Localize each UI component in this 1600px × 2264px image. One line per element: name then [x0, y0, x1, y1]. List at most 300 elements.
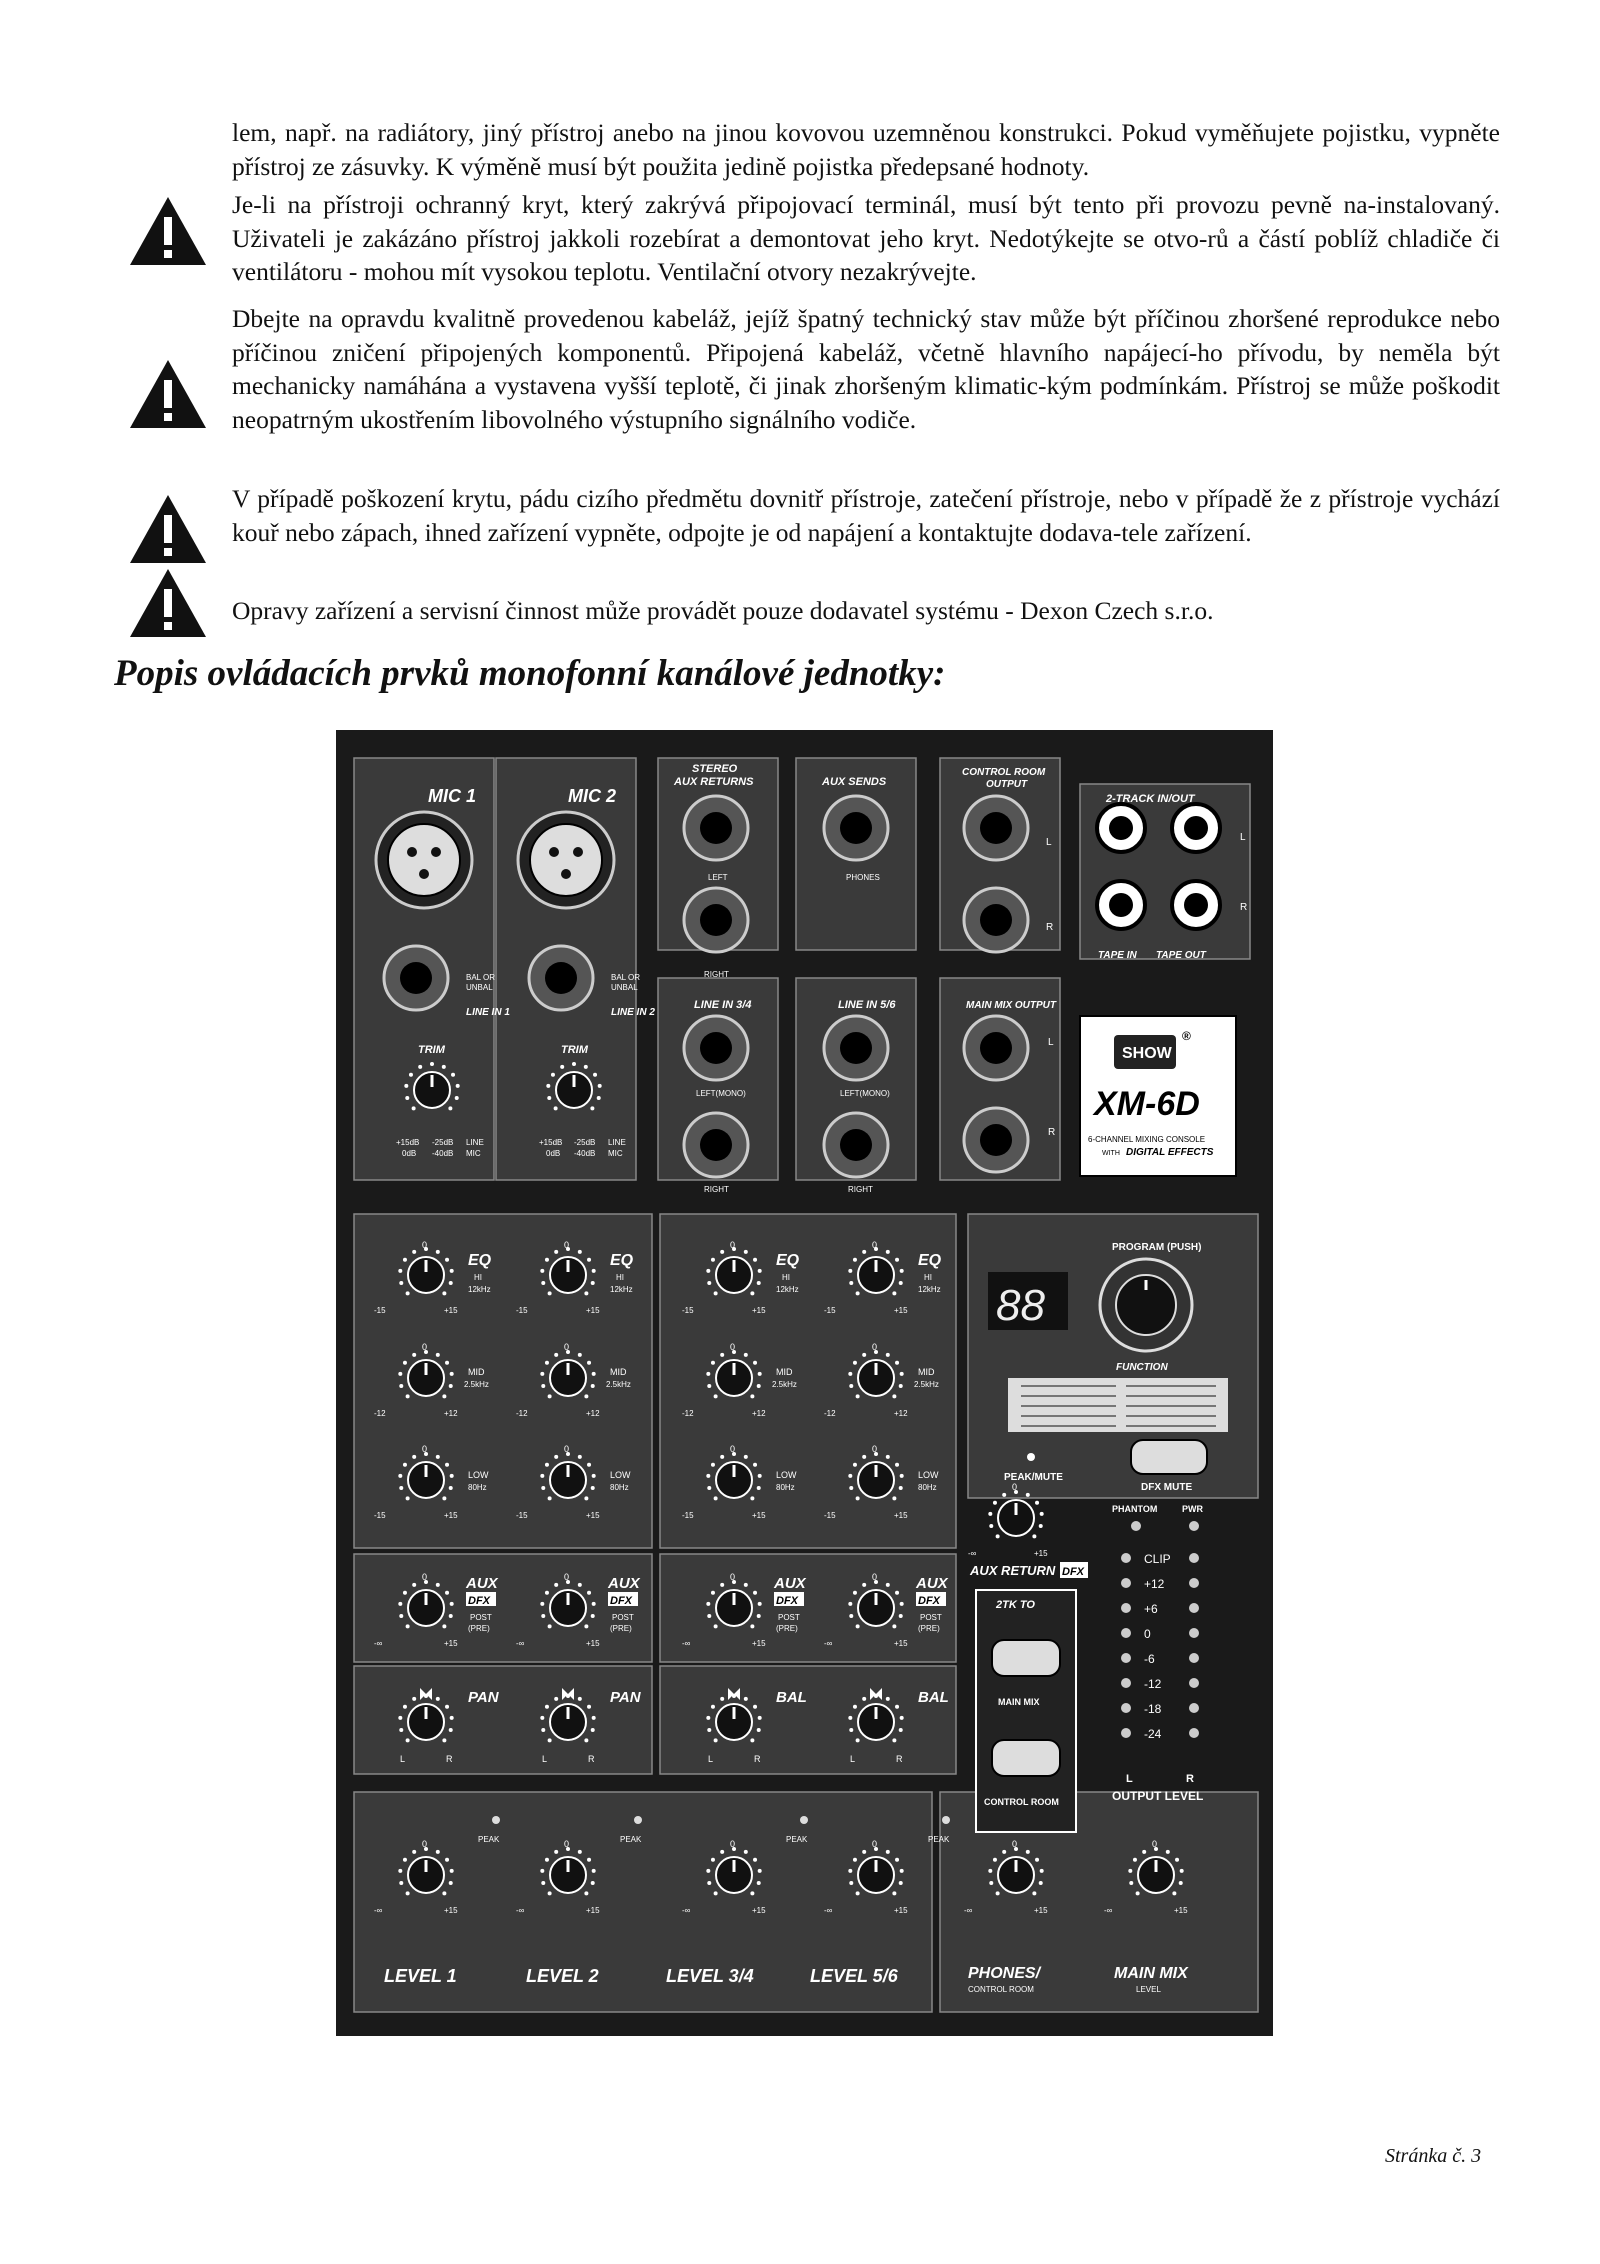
knob-tick	[720, 1697, 724, 1701]
control-room-label: CONTROL ROOM	[962, 767, 1046, 778]
aux-return-dfx: DFX	[1062, 1566, 1084, 1578]
knob-tick	[1040, 1512, 1044, 1516]
knob-tick	[436, 1583, 440, 1587]
eq-label: EQ	[610, 1252, 634, 1269]
zero-label: 0	[872, 1572, 878, 1582]
peak-led	[942, 1816, 950, 1824]
knob-tick	[856, 1738, 860, 1742]
trim-label-2: TRIM	[561, 1044, 588, 1056]
knob-tick	[412, 1455, 416, 1459]
knob-tick	[591, 1281, 595, 1285]
zero-label: 0	[564, 1342, 570, 1352]
knob-tick	[442, 1065, 446, 1069]
pan-r: R	[896, 1754, 903, 1764]
scale-min: -15	[374, 1511, 386, 1520]
low-label: LOW	[918, 1470, 939, 1480]
knob-tick	[900, 1372, 904, 1376]
peak-label: PEAK	[786, 1835, 808, 1844]
meter-led-r	[1189, 1703, 1199, 1713]
pwr-label: PWR	[1182, 1504, 1203, 1514]
xlr-face	[530, 824, 602, 896]
knob-tick	[450, 1372, 454, 1376]
knob-tick	[540, 1474, 544, 1478]
zero-label: 0	[422, 1444, 428, 1454]
knob-tick	[750, 1394, 754, 1398]
knob-tick	[714, 1291, 718, 1295]
zero-label: 0	[872, 1342, 878, 1352]
zero-label: 0	[872, 1240, 878, 1250]
peak-mute-label: PEAK/MUTE	[1004, 1472, 1063, 1483]
knob-tick	[548, 1394, 552, 1398]
pan-r: R	[754, 1754, 761, 1764]
bal-label: BAL	[776, 1689, 807, 1706]
knob-tick	[445, 1258, 449, 1262]
knob-tick	[1035, 1858, 1039, 1862]
knob-tick	[758, 1372, 762, 1376]
mid-freq: 2.5kHz	[464, 1380, 489, 1389]
xlr-pin	[549, 847, 559, 857]
knob-tick	[449, 1614, 453, 1618]
knob-tick	[587, 1705, 591, 1709]
tt-r-label: R	[1240, 902, 1248, 913]
knob-tick	[398, 1269, 402, 1273]
scale-max: +15	[894, 1906, 908, 1915]
trim-scale-6: MIC	[466, 1149, 481, 1158]
scale-min: -∞	[516, 1906, 525, 1915]
mic1-label: MIC 1	[428, 786, 477, 806]
knob-tick	[449, 1881, 453, 1885]
hi-freq: 12kHz	[610, 1285, 633, 1294]
knob-tick	[436, 1697, 440, 1701]
knob-tick	[848, 1372, 852, 1376]
knob-tick	[450, 1716, 454, 1720]
scale-min: -∞	[516, 1639, 525, 1648]
jack-hole	[700, 812, 732, 844]
knob-tick	[578, 1455, 582, 1459]
level-1-label: LEVEL 1	[384, 1966, 457, 1986]
main-mix-output-label: MAIN MIX OUTPUT	[966, 1000, 1056, 1011]
knob-tick	[430, 1062, 434, 1066]
knob-tick	[592, 1869, 596, 1873]
knob-tick	[554, 1353, 558, 1357]
zero-label: 0	[422, 1572, 428, 1582]
scale-min: -∞	[824, 1639, 833, 1648]
registered-mark: ®	[1182, 1029, 1191, 1043]
bal-label-1: BAL OR	[466, 973, 496, 982]
dfx-label: DFX	[918, 1595, 940, 1607]
knob-tick	[750, 1624, 754, 1628]
knob-tick	[707, 1614, 711, 1618]
hi-label: HI	[616, 1273, 624, 1282]
low-freq: 80Hz	[918, 1483, 937, 1492]
knob-tick	[548, 1496, 552, 1500]
model-sub-2-prefix: WITH	[1102, 1150, 1120, 1157]
trim-scale-7: +15dB	[539, 1138, 563, 1147]
mixer-panel-illustration	[336, 730, 1273, 2036]
zero-label: 0	[1152, 1839, 1158, 1849]
knob-tick	[862, 1583, 866, 1587]
knob-tick	[856, 1496, 860, 1500]
knob-tick	[989, 1524, 993, 1528]
knob-tick	[398, 1372, 402, 1376]
knob-tick	[584, 1394, 588, 1398]
knob-tick	[587, 1361, 591, 1365]
knob-tick	[711, 1361, 715, 1365]
knob-tick	[541, 1281, 545, 1285]
knob-tick	[546, 1084, 550, 1088]
rca-hole	[1184, 893, 1208, 917]
low-freq: 80Hz	[776, 1483, 795, 1492]
stereo-label: STEREO	[692, 763, 738, 775]
knob-tick	[398, 1869, 402, 1873]
knob-tick	[886, 1250, 890, 1254]
knob-tick	[591, 1486, 595, 1490]
knob-tick	[540, 1716, 544, 1720]
trim-scale-12: MIC	[608, 1149, 623, 1158]
knob-tick	[584, 1891, 588, 1895]
level-sub-label: LEVEL	[1136, 1985, 1161, 1994]
knob-tick	[449, 1728, 453, 1732]
dfx-label: DFX	[468, 1595, 490, 1607]
knob-tick	[409, 1073, 413, 1077]
knob-tick	[598, 1084, 602, 1088]
knob-tick	[750, 1496, 754, 1500]
knob-tick	[449, 1384, 453, 1388]
scale-max: +15	[894, 1639, 908, 1648]
scale-min: -12	[374, 1409, 386, 1418]
post-label: POST	[470, 1613, 492, 1622]
meter-label: -24	[1144, 1727, 1162, 1741]
mid-label: MID	[468, 1367, 485, 1377]
control-room-button-label: CONTROL ROOM	[984, 1797, 1059, 1807]
pre-label: (PRE)	[610, 1624, 632, 1633]
knob-tick	[848, 1269, 852, 1273]
unbal-label-2: UNBAL	[611, 983, 638, 992]
warning-triangle-icon	[128, 567, 208, 639]
knob-tick	[706, 1602, 710, 1606]
knob-tick	[591, 1614, 595, 1618]
knob-tick	[856, 1624, 860, 1628]
panel-section	[660, 1666, 956, 1774]
meter-led-l	[1121, 1553, 1131, 1563]
phones-label: PHONES/	[968, 1965, 1041, 1982]
jack-hole	[400, 962, 432, 994]
pan-label: PAN	[610, 1689, 641, 1706]
paragraph-cover: Je-li na přístroji ochranný kryt, který zakrývá připojovací terminál, musí být tento při provozu pevně na-instalovaný. Uživateli je zakázáno přístroj jakkoli rozebírat a demontovat jeho kryt. Nedotýkejte se otvo-rů a částí poblíž chladiče či ventilátoru - mohou mít vysokou teplotu. Ventilační otvory nezakrývejte.	[232, 190, 1500, 286]
hi-label: HI	[474, 1273, 482, 1282]
knob-tick	[406, 1394, 410, 1398]
knob-tick	[706, 1269, 710, 1273]
knob-tick	[856, 1394, 860, 1398]
post-label: POST	[778, 1613, 800, 1622]
panel-section	[660, 1554, 956, 1662]
mid-label: MID	[918, 1367, 935, 1377]
knob-tick	[1175, 1858, 1179, 1862]
pre-label: (PRE)	[776, 1624, 798, 1633]
brand-logo: SHOW	[1122, 1045, 1172, 1062]
xlr-pin	[573, 847, 583, 857]
bal-label: BAL	[918, 1689, 949, 1706]
knob-tick	[591, 1728, 595, 1732]
low-label: LOW	[776, 1470, 797, 1480]
jack-hole	[980, 812, 1012, 844]
paragraph-service: Opravy zařízení a servisní činnost může provádět pouze dodavatel systému - Dexon Czech s.r.o.	[232, 596, 1214, 625]
knob-tick	[848, 1716, 852, 1720]
eq-label: EQ	[468, 1252, 492, 1269]
knob-tick	[541, 1486, 545, 1490]
paragraph-fuse: lem, např. na radiátory, jiný přístroj anebo na jinou kovovou uzemněnou konstrukci. Pokud vyměňujete pojistku, vypněte přístroj ze zásuvky. K výměně musí být použita jedině pojistka předepsané hodnoty.	[232, 118, 1500, 181]
knob-tick	[707, 1881, 711, 1885]
zero-label: 0	[730, 1839, 736, 1849]
knob-tick	[1002, 1493, 1006, 1497]
knob-tick	[406, 1891, 410, 1895]
knob-tick	[886, 1697, 890, 1701]
trim-scale-3: LINE	[466, 1138, 484, 1147]
knob-tick	[714, 1738, 718, 1742]
right-label-top: RIGHT	[704, 970, 729, 979]
knob-tick	[1136, 1891, 1140, 1895]
knob-tick	[849, 1281, 853, 1285]
knob-tick	[584, 1624, 588, 1628]
zero-label: 0	[564, 1444, 570, 1454]
scale-max: +15	[586, 1511, 600, 1520]
scale-max: +15	[444, 1906, 458, 1915]
knob-tick	[753, 1361, 757, 1365]
knob-tick	[445, 1705, 449, 1709]
knob-tick	[412, 1250, 416, 1254]
knob-tick	[545, 1591, 549, 1595]
knob-tick	[398, 1474, 402, 1478]
low-freq: 80Hz	[610, 1483, 629, 1492]
knob-tick	[540, 1602, 544, 1606]
knob-tick	[753, 1858, 757, 1862]
trim-scale-11: -40dB	[574, 1149, 596, 1158]
knob-tick	[714, 1624, 718, 1628]
knob-tick	[757, 1281, 761, 1285]
xlr-face	[388, 824, 460, 896]
scale-max: +15	[586, 1639, 600, 1648]
pan-r: R	[446, 1754, 453, 1764]
page-footer: Stránka č. 3	[1385, 2145, 1482, 2167]
knob-tick	[892, 1394, 896, 1398]
scale-max: +12	[444, 1409, 458, 1418]
knob-tick	[587, 1858, 591, 1862]
knob-tick	[711, 1858, 715, 1862]
peak-led	[492, 1816, 500, 1824]
peak-led	[634, 1816, 642, 1824]
knob-tick	[541, 1614, 545, 1618]
two-track-label: 2-TRACK IN/OUT	[1106, 793, 1195, 805]
meter-led-l	[1121, 1703, 1131, 1713]
knob-tick	[886, 1583, 890, 1587]
knob-tick	[403, 1361, 407, 1365]
knob-tick	[1128, 1869, 1132, 1873]
scale-min: -15	[824, 1511, 836, 1520]
paragraph-cabling: Dbejte na opravdu kvalitně provedenou kabeláž, jejíž špatný technický stav může být příčinou zhoršené reprodukce nebo příčinou zničení připojených komponentů. Připojená kabeláž, včetně hlavního napájecí-ho přívodu, by neměla být mechanicky namáhána a vystavena vyšší teplotě, či jinak zhoršeným klimatic-kým podmínkám. Přístroj se může poškodit neopatrným ukostřením libovolného výstupního signálního vodiče.	[232, 304, 1500, 434]
meter-label: -6	[1144, 1652, 1155, 1666]
aux-sends-label: AUX SENDS	[822, 776, 887, 788]
knob-tick	[545, 1258, 549, 1262]
knob-tick	[853, 1705, 857, 1709]
knob-tick	[753, 1463, 757, 1467]
aux-return-label: AUX RETURN	[970, 1563, 1056, 1578]
zero-label: 0	[1012, 1839, 1018, 1849]
knob-tick	[900, 1716, 904, 1720]
meter-led-r	[1189, 1728, 1199, 1738]
knob-tick	[750, 1738, 754, 1742]
scale-min: -12	[824, 1409, 836, 1418]
knob-tick	[406, 1624, 410, 1628]
zero-label: 0	[872, 1444, 878, 1454]
knob-tick	[403, 1463, 407, 1467]
knob-tick	[584, 1496, 588, 1500]
scale-min: -∞	[964, 1906, 973, 1915]
output-label: OUTPUT	[986, 779, 1028, 790]
jack-hole	[840, 812, 872, 844]
knob-tick	[412, 1353, 416, 1357]
unbal-label-1: UNBAL	[466, 983, 493, 992]
knob-tick	[1002, 1850, 1006, 1854]
knob-tick	[554, 1455, 558, 1459]
scale-min: -∞	[1104, 1906, 1113, 1915]
eq-label: EQ	[776, 1252, 800, 1269]
meter-label: CLIP	[1144, 1552, 1171, 1566]
knob-tick	[1035, 1501, 1039, 1505]
knob-tick	[1142, 1850, 1146, 1854]
trim-scale-5: -40dB	[432, 1149, 454, 1158]
knob-tick	[895, 1361, 899, 1365]
meter-label: 0	[1144, 1627, 1151, 1641]
knob-tick	[853, 1858, 857, 1862]
scale-min: -∞	[824, 1906, 833, 1915]
knob-tick	[711, 1591, 715, 1595]
knob-tick	[436, 1353, 440, 1357]
scale-min: -∞	[682, 1906, 691, 1915]
knob-tick	[451, 1073, 455, 1077]
scale-max: +15	[444, 1511, 458, 1520]
eq-label: EQ	[918, 1252, 942, 1269]
knob-tick	[545, 1705, 549, 1709]
zero-label: 0	[422, 1240, 428, 1250]
rca-hole	[1109, 893, 1133, 917]
knob-tick	[758, 1869, 762, 1873]
knob-tick	[758, 1716, 762, 1720]
meter-led-l	[1121, 1653, 1131, 1663]
jack-hole	[700, 904, 732, 936]
scale-min: -15	[682, 1306, 694, 1315]
knob-tick	[757, 1384, 761, 1388]
knob-tick	[862, 1353, 866, 1357]
knob-tick	[1039, 1881, 1043, 1885]
knob-tick	[442, 1496, 446, 1500]
knob-tick	[412, 1850, 416, 1854]
knob-tick	[856, 1291, 860, 1295]
model-sub-1: 6-CHANNEL MIXING CONSOLE	[1088, 1135, 1206, 1144]
knob-tick	[744, 1250, 748, 1254]
scale-max: +15	[444, 1639, 458, 1648]
knob-tick	[849, 1728, 853, 1732]
scale-min: -12	[516, 1409, 528, 1418]
rca-hole	[1184, 816, 1208, 840]
knob-tick	[442, 1394, 446, 1398]
aux-label: AUX	[608, 1575, 640, 1592]
knob-tick	[886, 1850, 890, 1854]
knob-tick	[707, 1728, 711, 1732]
meter-led-r	[1189, 1553, 1199, 1563]
knob-tick	[757, 1614, 761, 1618]
knob-tick	[406, 1291, 410, 1295]
knob-tick	[856, 1891, 860, 1895]
knob-tick	[406, 1738, 410, 1742]
hi-label: HI	[782, 1273, 790, 1282]
zero-label: 0	[422, 1839, 428, 1849]
knob-tick	[560, 1065, 564, 1069]
pan-l: L	[400, 1754, 406, 1764]
knob-tick	[900, 1602, 904, 1606]
knob-tick	[548, 1624, 552, 1628]
scale-max: +15	[752, 1639, 766, 1648]
aux-label: AUX	[916, 1575, 948, 1592]
knob-tick	[445, 1858, 449, 1862]
hi-freq: 12kHz	[918, 1285, 941, 1294]
jack-hole	[700, 1032, 732, 1064]
knob-tick	[442, 1738, 446, 1742]
line-in-2-label: LINE IN 2	[611, 1007, 655, 1018]
program-label: PROGRAM (PUSH)	[1112, 1242, 1202, 1253]
knob-tick	[849, 1881, 853, 1885]
level-34-label: LEVEL 3/4	[666, 1966, 754, 1986]
post-label: POST	[612, 1613, 634, 1622]
meter-led-l	[1121, 1603, 1131, 1613]
pre-label: (PRE)	[918, 1624, 940, 1633]
trim-scale-4: 0dB	[402, 1149, 417, 1158]
mic2-label: MIC 2	[568, 786, 617, 806]
mid-label: MID	[610, 1367, 627, 1377]
jack-hole	[840, 1032, 872, 1064]
tt-l-label: L	[1240, 832, 1246, 843]
knob-tick	[758, 1602, 762, 1606]
knob-tick	[848, 1602, 852, 1606]
effect-display: 88	[996, 1281, 1045, 1330]
knob-tick	[554, 1697, 558, 1701]
knob-tick	[886, 1455, 890, 1459]
trim-scale-9: LINE	[608, 1138, 626, 1147]
left-label: LEFT	[708, 873, 728, 882]
knob-tick	[706, 1869, 710, 1873]
knob-tick	[584, 1738, 588, 1742]
knob-tick	[988, 1512, 992, 1516]
knob-tick	[540, 1269, 544, 1273]
peak-label: PEAK	[478, 1835, 500, 1844]
jack-hole	[700, 1129, 732, 1161]
meter-l-label: L	[1126, 1773, 1133, 1785]
knob-tick	[578, 1250, 582, 1254]
knob-tick	[584, 1065, 588, 1069]
knob-tick	[849, 1384, 853, 1388]
scale-max: +15	[752, 1511, 766, 1520]
knob-tick	[899, 1486, 903, 1490]
cr-l-label: L	[1046, 837, 1052, 848]
knob-tick	[750, 1291, 754, 1295]
knob-tick	[758, 1269, 762, 1273]
pan-r: R	[588, 1754, 595, 1764]
meter-label: -12	[1144, 1677, 1162, 1691]
knob-tick	[714, 1394, 718, 1398]
mid-freq: 2.5kHz	[606, 1380, 631, 1389]
jack-hole	[545, 962, 577, 994]
meter-label: +6	[1144, 1602, 1158, 1616]
aux-label: AUX	[466, 1575, 498, 1592]
